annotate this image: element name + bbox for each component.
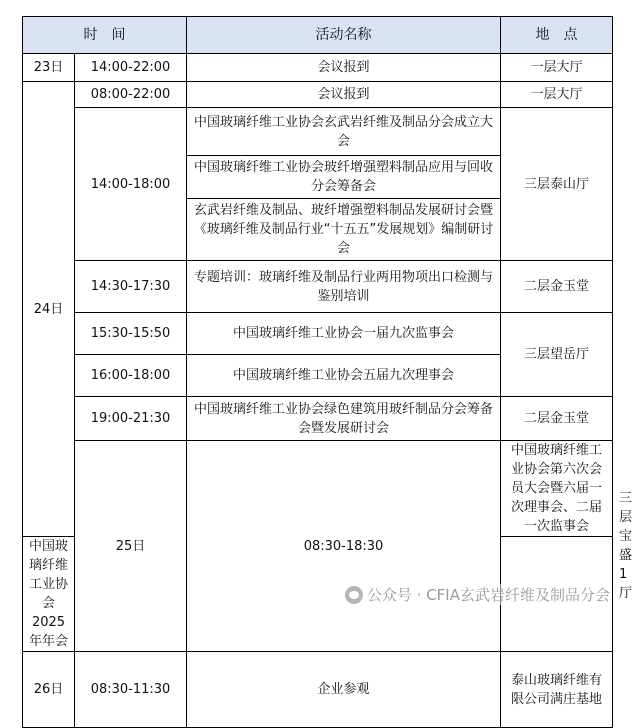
time-cell: 14:00-22:00	[75, 54, 187, 82]
day-cell: 24日	[23, 82, 75, 537]
header-activity: 活动名称	[187, 17, 501, 54]
table-row	[23, 82, 613, 108]
table-header-row	[23, 17, 613, 54]
day-cell: 25日	[75, 441, 187, 652]
header-time: 时 间	[23, 17, 187, 54]
activity-cell: 中国玻璃纤维工业协会绿色建筑用玻纤制品分会筹备会暨发展研讨会	[187, 397, 501, 441]
table-row	[23, 313, 613, 355]
time-cell: 08:30-18:30	[187, 441, 501, 652]
time-cell: 19:00-21:30	[75, 397, 187, 441]
activity-cell: 中国玻璃纤维工业协会玄武岩纤维及制品分会成立大会	[187, 108, 501, 156]
activity-cell: 专题培训：玻璃纤维及制品行业两用物项出口检测与鉴别培训	[187, 261, 501, 313]
time-cell: 14:00-18:00	[75, 108, 187, 261]
table-row	[23, 108, 613, 156]
table-row	[23, 652, 613, 728]
activity-cell: 会议报到	[187, 82, 501, 108]
activity-cell: 玄武岩纤维及制品、玻纤增强塑料制品发展研讨会暨《玻璃纤维及制品行业“十五五”发展规划》编制研讨会	[187, 199, 501, 261]
table-row	[23, 261, 613, 313]
location-cell: 三层望岳厅	[501, 313, 613, 397]
time-cell: 14:30-17:30	[75, 261, 187, 313]
activity-cell: 中国玻璃纤维工业协会第六次会员大会暨六届一次理事会、二届一次监事会	[501, 441, 613, 537]
location-cell: 二层金玉堂	[501, 397, 613, 441]
location-cell: 一层大厅	[501, 54, 613, 82]
table-row	[23, 54, 613, 82]
activity-cell: 企业参观	[187, 652, 501, 728]
day-cell: 23日	[23, 54, 75, 82]
activity-cell: 中国玻璃纤维工业协会玻纤增强塑料制品应用与回收分会筹备会	[187, 156, 501, 199]
activity-cell: 中国玻璃纤维工业协会 2025 年年会	[23, 537, 75, 652]
time-cell: 08:00-22:00	[75, 82, 187, 108]
activity-cell: 中国玻璃纤维工业协会一届九次监事会	[187, 313, 501, 355]
time-cell: 16:00-18:00	[75, 355, 187, 397]
location-cell: 三层泰山厅	[501, 108, 613, 261]
watermark	[345, 584, 610, 605]
day-cell: 26日	[23, 652, 75, 728]
activity-cell: 会议报到	[187, 54, 501, 82]
schedule-table	[22, 16, 632, 728]
time-cell: 15:30-15:50	[75, 313, 187, 355]
location-cell: 一层大厅	[501, 82, 613, 108]
location-cell: 二层金玉堂	[501, 261, 613, 313]
watermark-text: 公众号 · CFIA玄武岩纤维及制品分会	[366, 586, 610, 604]
wechat-icon	[345, 586, 363, 604]
location-cell: 泰山玻璃纤维有限公司满庄基地	[501, 652, 613, 728]
time-cell: 08:30-11:30	[75, 652, 187, 728]
table-row: 25日 08:30-18:30 中国玻璃纤维工业协会第六次会员大会暨六届一次理事会、二届一次监事会 三层宝盛 1 厅	[23, 441, 613, 537]
header-location: 地 点	[501, 17, 613, 54]
activity-cell: 中国玻璃纤维工业协会五届九次理事会	[187, 355, 501, 397]
table-row	[23, 397, 613, 441]
